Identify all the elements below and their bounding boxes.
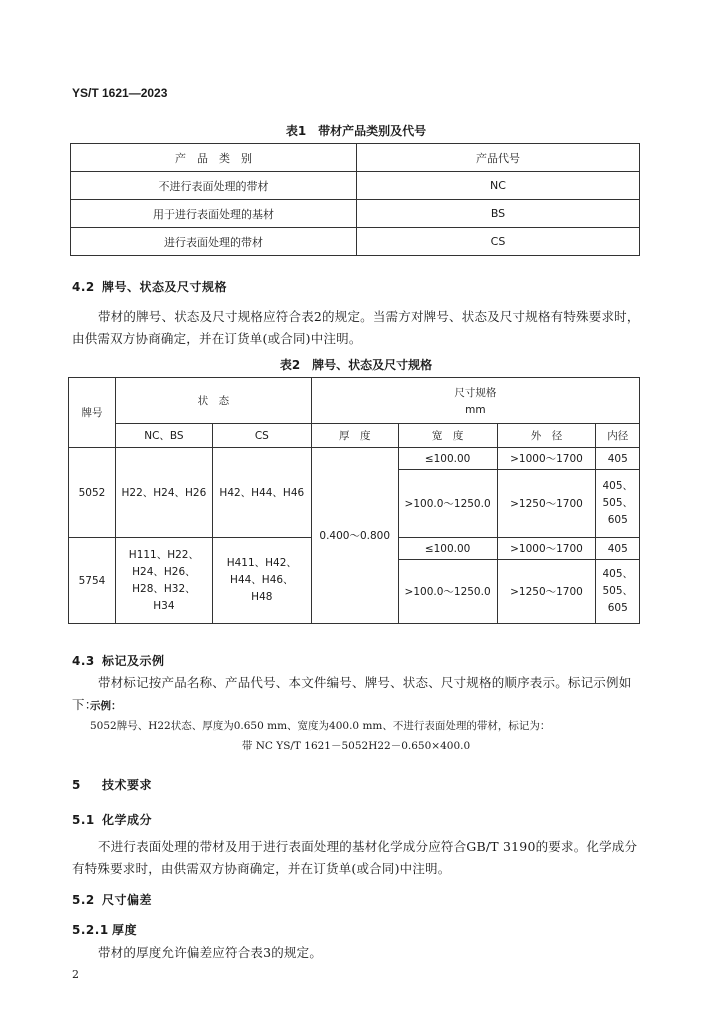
section-title: 厚度 bbox=[112, 923, 138, 937]
section-number: 5.1 bbox=[72, 813, 95, 827]
table1 bbox=[70, 143, 640, 256]
table-row bbox=[71, 228, 640, 256]
table2-header-thickness: 厚 度 bbox=[311, 424, 398, 448]
example-text: 5052牌号、H22状态、厚度为0.650 mm、宽度为400.0 mm、不进行表面处理的带材，标记为： bbox=[90, 720, 551, 732]
table2-grade: 5754 bbox=[69, 538, 116, 624]
section-number: 5 bbox=[72, 778, 81, 792]
table1-code: CS bbox=[357, 228, 640, 256]
table1-category: 进行表面处理的带材 bbox=[71, 228, 357, 256]
table2-header-inner-diameter: 内径 bbox=[596, 424, 640, 448]
section-number: 5.2.1 bbox=[72, 923, 109, 937]
table2 bbox=[68, 377, 640, 624]
table1-category: 不进行表面处理的带材 bbox=[71, 172, 357, 200]
table2-thickness: 0.400～0.800 bbox=[311, 448, 398, 624]
example-mark: 带 NC YS/T 1621－5052H22－0.650×400.0 bbox=[241, 740, 471, 752]
table2-outer-diameter: >1250～1700 bbox=[497, 560, 596, 624]
section-4-2-paragraph: 带材的牌号、状态及尺寸规格应符合表2的规定。当需方对牌号、状态及尺寸规格有特殊要求时，由供需双方协商确定，并在订货单(或合同)中注明。 bbox=[72, 309, 640, 346]
table2-header-size-label: 尺寸规格 bbox=[454, 387, 497, 399]
section-5-1-paragraph: 不进行表面处理的带材及用于进行表面处理的基材化学成分应符合GB/T 3190的要求。化学成分有特殊要求时，由供需双方协商确定，并在订货单(或合同)中注明。 bbox=[72, 839, 638, 876]
table1-code: BS bbox=[357, 200, 640, 228]
table-row bbox=[69, 448, 640, 470]
table2-header-unit: mm bbox=[465, 404, 486, 416]
table2-inner-diameter: 405 bbox=[596, 538, 640, 560]
section-title: 牌号、状态及尺寸规格 bbox=[102, 280, 228, 294]
table1-header-code: 产品代号 bbox=[357, 144, 640, 172]
table1-code: NC bbox=[357, 172, 640, 200]
table2-width: ≤100.00 bbox=[398, 448, 497, 470]
table2-header-size bbox=[311, 378, 639, 424]
section-4-3-heading bbox=[72, 652, 165, 669]
table2-inner-diameter: 405 bbox=[596, 448, 640, 470]
table2-header-state: 状 态 bbox=[115, 378, 311, 424]
section-title: 技术要求 bbox=[102, 778, 153, 792]
section-number: 5.2 bbox=[72, 893, 95, 907]
table2-grade: 5052 bbox=[69, 448, 116, 538]
table2-state-cs: H42、H44、H46 bbox=[212, 448, 311, 538]
table2-width: >100.0～1250.0 bbox=[398, 470, 497, 538]
document-code: YS/T 1621—2023 bbox=[72, 86, 168, 100]
section-title: 标记及示例 bbox=[102, 654, 165, 668]
section-title: 尺寸偏差 bbox=[102, 893, 153, 907]
table2-header-width: 宽 度 bbox=[398, 424, 497, 448]
table-row bbox=[71, 172, 640, 200]
table2-outer-diameter: >1000～1700 bbox=[497, 538, 596, 560]
table2-inner-diameter: 405、505、605 bbox=[596, 560, 640, 624]
table2-state-cs: H411、H42、H44、H46、H48 bbox=[212, 538, 311, 624]
section-5-1-heading bbox=[72, 811, 152, 828]
table2-outer-diameter: >1000～1700 bbox=[497, 448, 596, 470]
table2-header-nc-bs: NC、BS bbox=[115, 424, 212, 448]
table2-outer-diameter: >1250～1700 bbox=[497, 470, 596, 538]
section-5-2-heading bbox=[72, 891, 152, 908]
table2-header-cs: CS bbox=[212, 424, 311, 448]
section-5-heading bbox=[72, 776, 152, 793]
example-label: 示例： bbox=[90, 700, 122, 712]
table1-category: 用于进行表面处理的基材 bbox=[71, 200, 357, 228]
table2-header-outer-diameter: 外 径 bbox=[497, 424, 596, 448]
section-number: 4.2 bbox=[72, 280, 95, 294]
table2-state-nc-bs: H22、H24、H26 bbox=[115, 448, 212, 538]
section-title: 化学成分 bbox=[102, 813, 153, 827]
page-number: 2 bbox=[72, 968, 79, 981]
section-5-2-1-heading bbox=[72, 921, 137, 938]
table2-width: >100.0～1250.0 bbox=[398, 560, 497, 624]
table2-inner-diameter: 405、505、605 bbox=[596, 470, 640, 538]
table2-state-nc-bs: H111、H22、H24、H26、H28、H32、H34 bbox=[115, 538, 212, 624]
table2-caption: 表2 牌号、状态及尺寸规格 bbox=[279, 358, 433, 372]
section-4-3-paragraph: 带材标记按产品名称、产品代号、本文件编号、牌号、状态、尺寸规格的顺序表示。标记示例如下： bbox=[72, 675, 632, 712]
table2-width: ≤100.00 bbox=[398, 538, 497, 560]
table-row bbox=[71, 200, 640, 228]
table1-caption: 表1 带材产品类别及代号 bbox=[285, 124, 427, 138]
table2-header-grade: 牌号 bbox=[69, 378, 116, 448]
section-number: 4.3 bbox=[72, 654, 95, 668]
section-5-2-1-paragraph: 带材的厚度允许偏差应符合表3的规定。 bbox=[98, 945, 323, 960]
table1-header-category: 产 品 类 别 bbox=[71, 144, 357, 172]
section-4-2-heading bbox=[72, 278, 227, 295]
